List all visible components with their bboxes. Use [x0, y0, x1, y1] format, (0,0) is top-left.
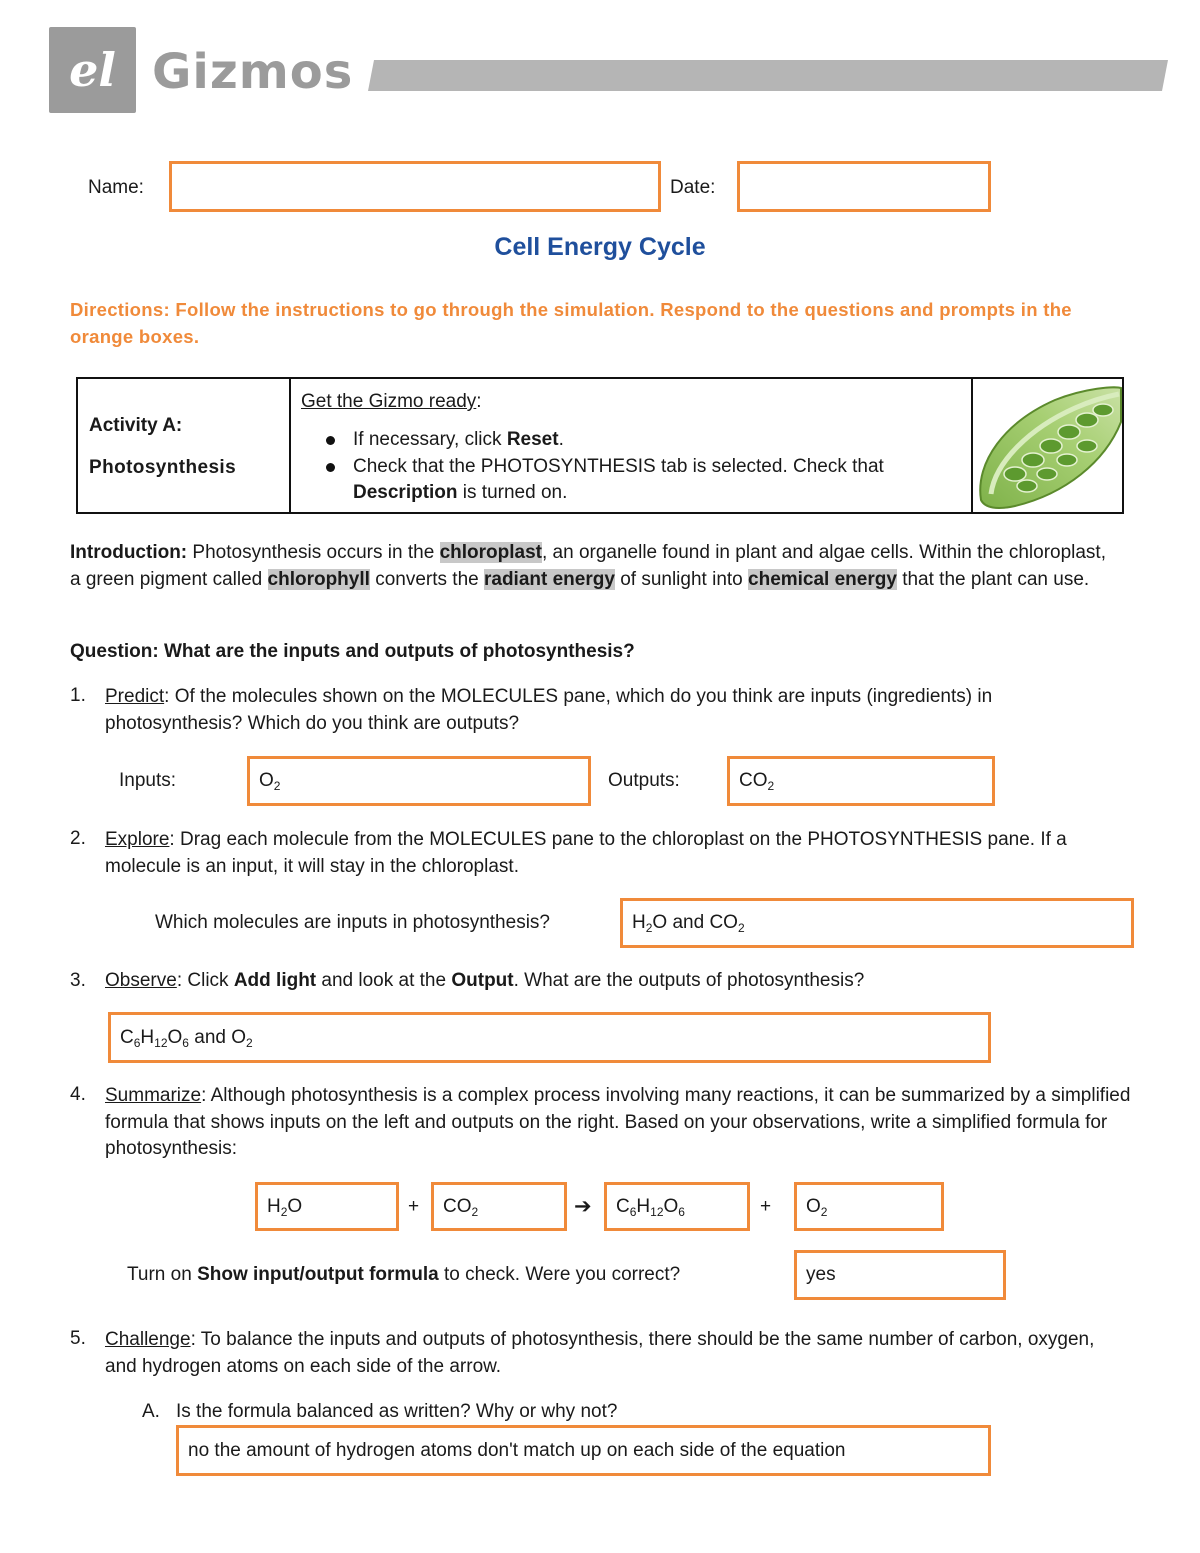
date-field[interactable]: [737, 161, 991, 212]
header-bar: [368, 60, 1168, 91]
bullet-2-post: is turned on.: [457, 482, 568, 503]
intro-label: Introduction:: [70, 542, 188, 563]
intro-text-2: , an organelle found in plant and algae cells. Within the chloroplast, a green pigment called: [70, 542, 1106, 590]
brand-name: Gizmos: [152, 44, 354, 100]
intro-text-4: of sunlight into: [614, 568, 749, 590]
q2-body: Drag each molecule from the MOLECULES pane to the chloroplast on the PHOTOSYNTHESIS pane. If a molecule is an input, it will stay in the chloroplast.: [105, 829, 1067, 877]
formula-output-1[interactable]: [604, 1182, 750, 1231]
bullet-dot-icon: [326, 463, 335, 472]
intro-text-3: converts the: [369, 568, 484, 590]
q1-number: 1.: [70, 685, 86, 706]
output-keyword: Output: [451, 970, 514, 991]
activity-table: [76, 377, 1124, 514]
gizmos-logo-mark: [49, 27, 136, 113]
arrow-icon: ➔: [574, 1195, 592, 1218]
q4-check-prompt: Turn on Show input/output formula to check. Were you correct?: [127, 1264, 681, 1285]
q3-colon: :: [176, 970, 183, 991]
q5-text: [105, 1327, 1125, 1380]
q5a-prompt: Is the formula balanced as written? Why or why not?: [176, 1401, 618, 1422]
q5-lead: Challenge: [105, 1329, 191, 1350]
q2-prompt: Which molecules are inputs in photosynthesis?: [155, 912, 550, 933]
chloroplast-image: [975, 382, 1123, 510]
outputs-answer-box[interactable]: [727, 756, 995, 806]
q2-colon: :: [169, 829, 175, 850]
date-label: Date:: [670, 177, 716, 198]
activity-name: Photosynthesis: [89, 457, 237, 478]
plus-sign-2: +: [760, 1196, 772, 1217]
q1-colon: :: [164, 686, 170, 707]
keyword-chemical-energy: chemical energy: [748, 568, 897, 590]
q4-body: Although photosynthesis is a complex process involving many reactions, it can be summarized by a simplified formula that shows inputs on the left and outputs on the right. Based on your observations, write a simplified formula for photosynthesis:: [105, 1085, 1131, 1159]
q2-number: 2.: [70, 828, 86, 849]
q1-lead: Predict: [105, 686, 165, 707]
keyword-chloroplast: chloroplast: [439, 542, 542, 563]
keyword-chlorophyll: chlorophyll: [267, 568, 370, 590]
formula-input-2[interactable]: [431, 1182, 567, 1231]
q3-text: Observe: Click Add light and look at the Output. What are the outputs of photosynthesis?: [105, 970, 865, 991]
q2-answer: $H_2O$ and $CO_2$: [632, 912, 745, 935]
activity-heading: [301, 391, 482, 413]
intro-text-1: Photosynthesis occurs in the: [187, 542, 440, 563]
q4-check-answer-box[interactable]: [794, 1250, 1006, 1300]
formula-output-1-value: $C_6H_{12}O_6$: [616, 1195, 685, 1219]
description-keyword: Description: [353, 482, 458, 503]
activity-heading-text: Get the Gizmo ready: [301, 391, 477, 412]
table-divider-2: [971, 379, 973, 512]
outputs-label: Outputs:: [608, 770, 680, 791]
q5a-answer: no the amount of hydrogen atoms don't match up on each side of the equation: [188, 1439, 846, 1461]
intro-text-5: that the plant can use.: [896, 568, 1090, 590]
bullet-1-post: .: [558, 429, 564, 450]
q3-answer: $C_6H_{12}O_6$ and $O_2$: [120, 1026, 253, 1050]
q5-number: 5.: [70, 1328, 86, 1349]
bullet-2: [326, 454, 946, 506]
q2-lead: Explore: [105, 829, 170, 850]
q4-text: [105, 1083, 1135, 1163]
outputs-answer: $CO_2$: [739, 770, 775, 793]
logo-glyph: el: [69, 43, 116, 97]
activity-heading-colon: :: [476, 391, 482, 412]
inputs-answer-box[interactable]: [247, 756, 591, 806]
formula-input-2-value: $CO_2$: [443, 1195, 479, 1219]
q5a-answer-box[interactable]: [176, 1425, 991, 1476]
q2-answer-box[interactable]: [620, 898, 1134, 948]
plus-sign-1: +: [408, 1196, 420, 1217]
q5-body: To balance the inputs and outputs of photosynthesis, there should be the same number of carbon, oxygen, and hydrogen atoms on each side of the arrow.: [105, 1329, 1095, 1377]
q3-lead: Observe: [105, 970, 177, 991]
inputs-label: Inputs:: [119, 770, 177, 791]
formula-input-1[interactable]: [255, 1182, 399, 1231]
name-label: Name:: [88, 177, 144, 198]
main-question: Question: What are the inputs and outputs of photosynthesis?: [70, 641, 635, 662]
formula-input-1-value: $H_2O$: [267, 1195, 303, 1219]
bullet-dot-icon: [326, 436, 335, 445]
q5-colon: :: [190, 1329, 196, 1350]
q5a-number: A.: [142, 1401, 160, 1422]
q4-number: 4.: [70, 1084, 86, 1105]
page-title: Cell Energy Cycle: [494, 233, 706, 261]
formula-output-2-value: $O_2$: [806, 1195, 828, 1219]
q4-lead: Summarize: [105, 1085, 202, 1106]
keyword-radiant-energy: radiant energy: [483, 568, 615, 590]
q3-answer-box[interactable]: [108, 1012, 991, 1063]
add-light-keyword: Add light: [233, 970, 317, 991]
name-field[interactable]: [169, 161, 661, 212]
inputs-answer: $O_2$: [259, 770, 281, 793]
formula-output-2[interactable]: [794, 1182, 944, 1231]
q4-colon: :: [201, 1085, 207, 1106]
q2-text: [105, 827, 1125, 880]
introduction: [70, 540, 1115, 593]
activity-label: Activity A:: [89, 415, 183, 436]
bullet-2-pre: Check that the PHOTOSYNTHESIS tab is selected. Check that: [353, 456, 884, 477]
bullet-1-pre: If necessary, click: [353, 429, 507, 450]
q1-body: Of the molecules shown on the MOLECULES pane, which do you think are inputs (ingredients) in photosynthesis? Which do you think are outputs?: [105, 686, 993, 734]
reset-keyword: Reset: [506, 429, 559, 450]
q1-text: [105, 684, 1125, 737]
q4-check-answer: yes: [806, 1264, 836, 1285]
bullet-1: [326, 429, 564, 451]
q3-number: 3.: [70, 970, 86, 991]
directions: Directions: Follow the instructions to go through the simulation. Respond to the questions and prompts in the orange boxes.: [70, 299, 1072, 347]
show-formula-keyword: Show input/output formula: [197, 1264, 439, 1285]
table-divider-1: [289, 379, 291, 512]
